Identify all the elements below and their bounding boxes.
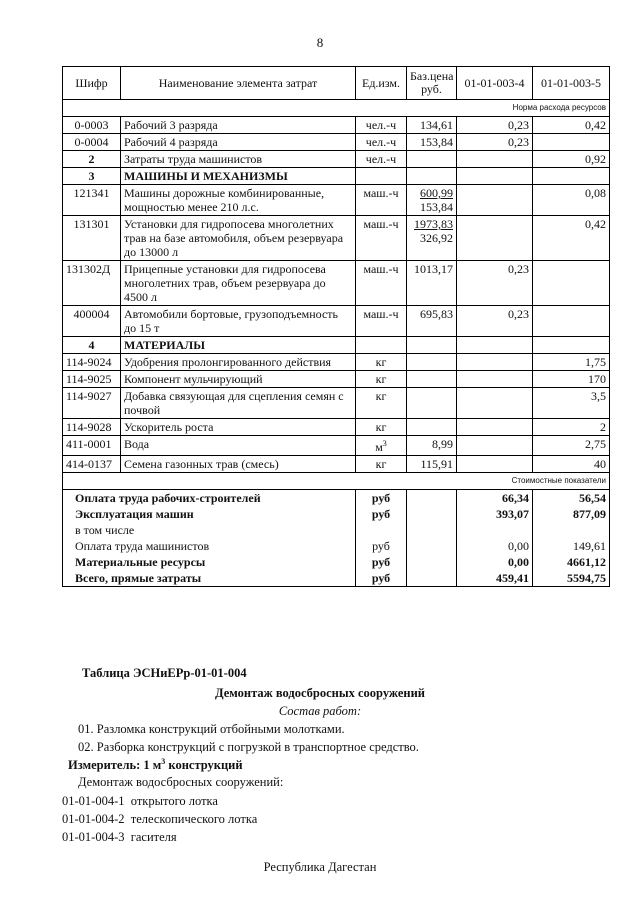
summary-label: Оплата труда рабочих-строителей <box>63 490 356 507</box>
header-name: Наименование элемента затрат <box>121 67 356 100</box>
cell-code: 131301 <box>63 216 121 261</box>
cell-price <box>407 371 457 388</box>
cell-price <box>407 151 457 168</box>
summary-v2: 56,54 <box>533 490 610 507</box>
cell-v2: 2 <box>533 419 610 436</box>
cell-code: 2 <box>63 151 121 168</box>
price-value-2: 326,92 <box>420 231 453 245</box>
cell-unit: чел.-ч <box>356 151 407 168</box>
summary-unit: руб <box>356 490 407 507</box>
cell-code: 411-0001 <box>63 436 121 456</box>
cell-name: Удобрения пролонгированного действия <box>121 354 356 371</box>
list-item <box>62 812 640 827</box>
item-text: телескопического лотка <box>130 812 258 826</box>
summary-label: в том числе <box>63 522 356 538</box>
table-row <box>63 371 610 388</box>
summary-v1: 0,00 <box>457 538 533 554</box>
cell-v2 <box>533 337 610 354</box>
cell-price <box>407 216 457 261</box>
table-title: Таблица ЭСНиЕРр-01-01-004 <box>82 666 247 680</box>
cell-code: 414-0137 <box>63 456 121 473</box>
cell-name: Вода <box>121 436 356 456</box>
cell-name: МАТЕРИАЛЫ <box>121 337 356 354</box>
summary-v1: 0,00 <box>457 554 533 570</box>
table-row <box>63 436 610 456</box>
section-heading: Демонтаж водосбросных сооружений <box>215 686 425 700</box>
table-header-row <box>63 67 610 100</box>
meter-line <box>68 757 640 773</box>
summary-row <box>63 554 610 570</box>
list-item <box>62 830 640 845</box>
cell-v1 <box>457 354 533 371</box>
cell-price: 134,61 <box>407 117 457 134</box>
summary-v1: 393,07 <box>457 506 533 522</box>
cell-name: Рабочий 3 разряда <box>121 117 356 134</box>
header-col2: 01-01-003-5 <box>533 67 610 100</box>
summary-row <box>63 506 610 522</box>
cell-unit <box>356 168 407 185</box>
header-unit: Ед.изм. <box>356 67 407 100</box>
cell-name: Добавка связующая для сцепления семян с почвой <box>121 388 356 419</box>
cell-v2 <box>533 134 610 151</box>
cell-unit: кг <box>356 354 407 371</box>
cell-name: Машины дорожные комбинированные, мощностью менее 210 л.с. <box>121 185 356 216</box>
cell-name: Установки для гидропосева многолетних трав на базе автомобиля, объем резервуара до 13000 л <box>121 216 356 261</box>
cell-price: 695,83 <box>407 306 457 337</box>
cell-code: 4 <box>63 337 121 354</box>
summary-label: Всего, прямые затраты <box>63 570 356 587</box>
cell-v2: 2,75 <box>533 436 610 456</box>
page-number: 8 <box>316 35 324 50</box>
cell-code: 114-9028 <box>63 419 121 436</box>
cell-code: 114-9027 <box>63 388 121 419</box>
table-row <box>63 168 610 185</box>
cell-unit: маш.-ч <box>356 216 407 261</box>
cell-v1 <box>457 419 533 436</box>
cell-code: 0-0004 <box>63 134 121 151</box>
cell-v1 <box>457 151 533 168</box>
summary-v1 <box>457 522 533 538</box>
cell-unit: чел.-ч <box>356 117 407 134</box>
summary-blank <box>407 490 457 507</box>
table-row <box>63 306 610 337</box>
cell-v2: 0,42 <box>533 216 610 261</box>
table-row <box>63 134 610 151</box>
cell-v1 <box>457 337 533 354</box>
table-row <box>63 388 610 419</box>
norm-caption: Норма расхода ресурсов <box>63 100 610 117</box>
summary-blank <box>407 570 457 587</box>
meter-suffix: конструкций <box>165 758 243 773</box>
cell-v1 <box>457 388 533 419</box>
header-col1: 01-01-003-4 <box>457 67 533 100</box>
cell-v2: 0,08 <box>533 185 610 216</box>
summary-v1: 459,41 <box>457 570 533 587</box>
cell-code: 131302Д <box>63 261 121 306</box>
table-row <box>63 456 610 473</box>
cell-price <box>407 419 457 436</box>
cell-name: Прицепные установки для гидропосева многолетних трав, объем резервуара до 4500 л <box>121 261 356 306</box>
table-row <box>63 151 610 168</box>
cell-price: 8,99 <box>407 436 457 456</box>
cell-name: Автомобили бортовые, грузоподъемность до 15 т <box>121 306 356 337</box>
cell-v2: 0,42 <box>533 117 610 134</box>
header-code: Шифр <box>63 67 121 100</box>
cell-price <box>407 354 457 371</box>
table-row <box>63 354 610 371</box>
meter-sup: 3 <box>161 757 166 766</box>
summary-label: Материальные ресурсы <box>63 554 356 570</box>
work-item: 01. Разломка конструкций отбойными молотками. <box>78 722 345 736</box>
summary-row <box>63 570 610 587</box>
cell-name: Семена газонных трав (смесь) <box>121 456 356 473</box>
summary-label: Оплата труда машинистов <box>63 538 356 554</box>
cell-code: 114-9024 <box>63 354 121 371</box>
cell-price: 153,84 <box>407 134 457 151</box>
cell-unit: кг <box>356 456 407 473</box>
cell-price <box>407 185 457 216</box>
cell-unit: кг <box>356 419 407 436</box>
cell-unit: кг <box>356 388 407 419</box>
cell-unit: маш.-ч <box>356 185 407 216</box>
cell-code: 121341 <box>63 185 121 216</box>
cell-code: 400004 <box>63 306 121 337</box>
item-text: открытого лотка <box>130 794 218 808</box>
cell-v1 <box>457 168 533 185</box>
price-value: 1973,83 <box>414 217 453 231</box>
cell-price: 115,91 <box>407 456 457 473</box>
cell-v1: 0,23 <box>457 134 533 151</box>
meter-prefix: Измеритель: 1 м <box>68 758 162 773</box>
cell-unit: маш.-ч <box>356 306 407 337</box>
summary-v2: 5594,75 <box>533 570 610 587</box>
summary-unit <box>356 522 407 538</box>
cell-price: 1013,17 <box>407 261 457 306</box>
cell-name: МАШИНЫ И МЕХАНИЗМЫ <box>121 168 356 185</box>
summary-blank <box>407 506 457 522</box>
table-row <box>63 216 610 261</box>
cell-code: 3 <box>63 168 121 185</box>
footer-region: Республика Дагестан <box>263 860 377 874</box>
cell-unit: чел.-ч <box>356 134 407 151</box>
table-row <box>63 419 610 436</box>
price-value-2: 153,84 <box>420 200 453 214</box>
cell-v1 <box>457 371 533 388</box>
cell-unit: кг <box>356 371 407 388</box>
cell-code: 0-0003 <box>63 117 121 134</box>
composition-title: Состав работ: <box>278 704 362 718</box>
table-row <box>63 117 610 134</box>
summary-unit: руб <box>356 554 407 570</box>
cell-v1: 0,23 <box>457 306 533 337</box>
cell-name: Затраты труда машинистов <box>121 151 356 168</box>
cell-v2 <box>533 261 610 306</box>
cell-v2: 0,92 <box>533 151 610 168</box>
cell-code: 114-9025 <box>63 371 121 388</box>
summary-v2 <box>533 522 610 538</box>
cell-price <box>407 388 457 419</box>
cell-v1 <box>457 185 533 216</box>
cell-v1 <box>457 456 533 473</box>
summary-blank <box>407 522 457 538</box>
table-row <box>63 185 610 216</box>
item-text: гасителя <box>130 830 177 844</box>
cell-v1: 0,23 <box>457 261 533 306</box>
unit-value: м <box>375 440 383 454</box>
summary-v2: 4661,12 <box>533 554 610 570</box>
summary-label: Эксплуатация машин <box>63 506 356 522</box>
unit-sup: 3 <box>382 439 387 448</box>
cost-table <box>62 66 610 587</box>
summary-row <box>63 538 610 554</box>
summary-blank <box>407 538 457 554</box>
price-value: 600,99 <box>420 186 453 200</box>
cell-v2 <box>533 306 610 337</box>
summary-unit: руб <box>356 538 407 554</box>
summary-unit: руб <box>356 506 407 522</box>
summary-v1: 66,34 <box>457 490 533 507</box>
work-item: 02. Разборка конструкций с погрузкой в транспортное средство. <box>78 740 419 754</box>
summary-blank <box>407 554 457 570</box>
item-code: 01-01-004-1 <box>62 794 125 808</box>
cell-v2 <box>533 168 610 185</box>
cell-name: Компонент мульчирующий <box>121 371 356 388</box>
header-price: Баз.цена руб. <box>407 67 457 100</box>
summary-unit: руб <box>356 570 407 587</box>
cell-name: Ускоритель роста <box>121 419 356 436</box>
cost-caption: Стоимостные показатели <box>63 473 610 490</box>
cell-v2: 3,5 <box>533 388 610 419</box>
cell-unit <box>356 436 407 456</box>
cell-v1: 0,23 <box>457 117 533 134</box>
cell-v2: 1,75 <box>533 354 610 371</box>
summary-row <box>63 490 610 507</box>
cell-unit: маш.-ч <box>356 261 407 306</box>
summary-v2: 877,09 <box>533 506 610 522</box>
cell-v1 <box>457 436 533 456</box>
cell-unit <box>356 337 407 354</box>
cell-name: Рабочий 4 разряда <box>121 134 356 151</box>
cell-price <box>407 337 457 354</box>
intro-line: Демонтаж водосбросных сооружений: <box>78 775 284 789</box>
table-row <box>63 337 610 354</box>
list-item <box>62 794 640 809</box>
cell-v1 <box>457 216 533 261</box>
cell-v2: 170 <box>533 371 610 388</box>
item-code: 01-01-004-2 <box>62 812 125 826</box>
table-row <box>63 261 610 306</box>
summary-row <box>63 522 610 538</box>
cell-price <box>407 168 457 185</box>
summary-v2: 149,61 <box>533 538 610 554</box>
item-code: 01-01-004-3 <box>62 830 125 844</box>
cell-v2: 40 <box>533 456 610 473</box>
